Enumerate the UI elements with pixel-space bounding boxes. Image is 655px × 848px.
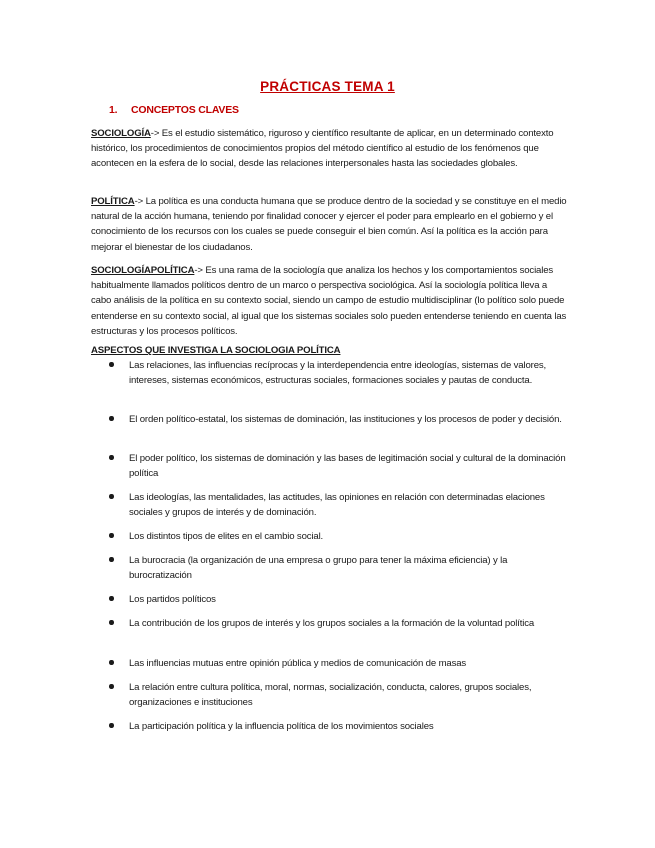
list-item-text: Las influencias mutuas entre opinión pública y medios de comunicación de masas	[129, 658, 467, 669]
definition-term: POLÍTICA	[91, 196, 135, 207]
list-item-text: Los distintos tipos de elites en el cambio social.	[129, 531, 324, 542]
list-item-text: El poder político, los sistemas de dominación y las bases de legitimación social y cultural de la dominación política	[129, 453, 566, 480]
definition-sociologia	[91, 126, 567, 172]
bullet-icon	[109, 620, 114, 625]
list-item-text: La participación política y la influencia política de los movimientos sociales	[129, 721, 434, 732]
list-item-text: Las ideologías, las mentalidades, las actitudes, las opiniones en relación con determinadas elaciones sociales y grupos de interés y de dominación.	[129, 492, 545, 519]
bullet-icon	[109, 533, 114, 538]
definition-text: -> Es el estudio sistemático, riguroso y científico resultante de aplicar, en un determinado contexto histórico, los procedimientos de conocimientos propios del método científico al estudio de los fenómenos que acontecen en la esfera de lo social, desde las relaciones interpersonales hasta las sociedades globales.	[91, 128, 554, 170]
bullet-icon	[109, 455, 114, 460]
list-item-text: La burocracia (la organización de una empresa o grupo para tener la máxima eficiencia) y la burocratización	[129, 555, 508, 582]
page-title: PRÁCTICAS TEMA 1	[260, 79, 395, 94]
section-number: 1.	[109, 104, 118, 116]
list-item-text: La relación entre cultura política, moral, normas, socialización, conducta, calores, grupos sociales, organizaciones e instituciones	[129, 682, 532, 709]
bullet-icon	[109, 494, 114, 499]
definition-politica	[91, 194, 567, 255]
section-heading	[109, 104, 239, 116]
list-item-text: Las relaciones, las influencias recíprocas y la interdependencia entre ideologías, sistemas de valores, intereses, sistemas económicos, estructuras sociales, formaciones sociales y pautas de conducta.	[129, 360, 547, 387]
aspects-heading: ASPECTOS QUE INVESTIGA LA SOCIOLOGIA POLÍTICA	[91, 345, 341, 356]
definition-text: -> Es una rama de la sociología que analiza los hechos y los comportamientos sociales habitualmente llamados políticos dentro de un marco o perspectiva sociológica. Así la sociología política lleva a cabo análisis de la política en su contexto social, siendo un campo de estudio multidisciplinar (lo político solo puede entenderse en su contexto social, al igual que los sistemas sociales solo pueden entenderse teniendo en cuenta las estructuras y los procesos políticos.	[91, 265, 567, 337]
list-item-text: El orden político-estatal, los sistemas de dominación, las instituciones y los procesos de poder y decisión.	[129, 414, 562, 425]
definition-term: SOCIOLOGÍA	[91, 128, 151, 139]
definition-sociologia-politica	[91, 263, 567, 339]
bullet-icon	[109, 557, 114, 562]
bullet-icon	[109, 416, 114, 421]
bullet-icon	[109, 596, 114, 601]
bullet-icon	[109, 660, 114, 665]
definition-text: -> La política es una conducta humana que se produce dentro de la sociedad y se constituye en el medio natural de la acción humana, teniendo por finalidad conocer y ejercer el poder para emplearlo en el gobierno y el conocimiento de los recursos con los cuales se puede conseguir el bien común. Así la política es la acción para mejorar el bienestar de los ciudadanos.	[91, 196, 567, 253]
bullet-icon	[109, 723, 114, 728]
section-label: CONCEPTOS CLAVES	[131, 104, 239, 116]
bullet-icon	[109, 684, 114, 689]
list-item-text: La contribución de los grupos de interés y los grupos sociales a la formación de la voluntad política	[129, 618, 535, 629]
definition-term: SOCIOLOGÍAPOLÍTICA	[91, 265, 195, 276]
bullet-icon	[109, 362, 114, 367]
list-item-text: Los partidos políticos	[129, 594, 216, 605]
